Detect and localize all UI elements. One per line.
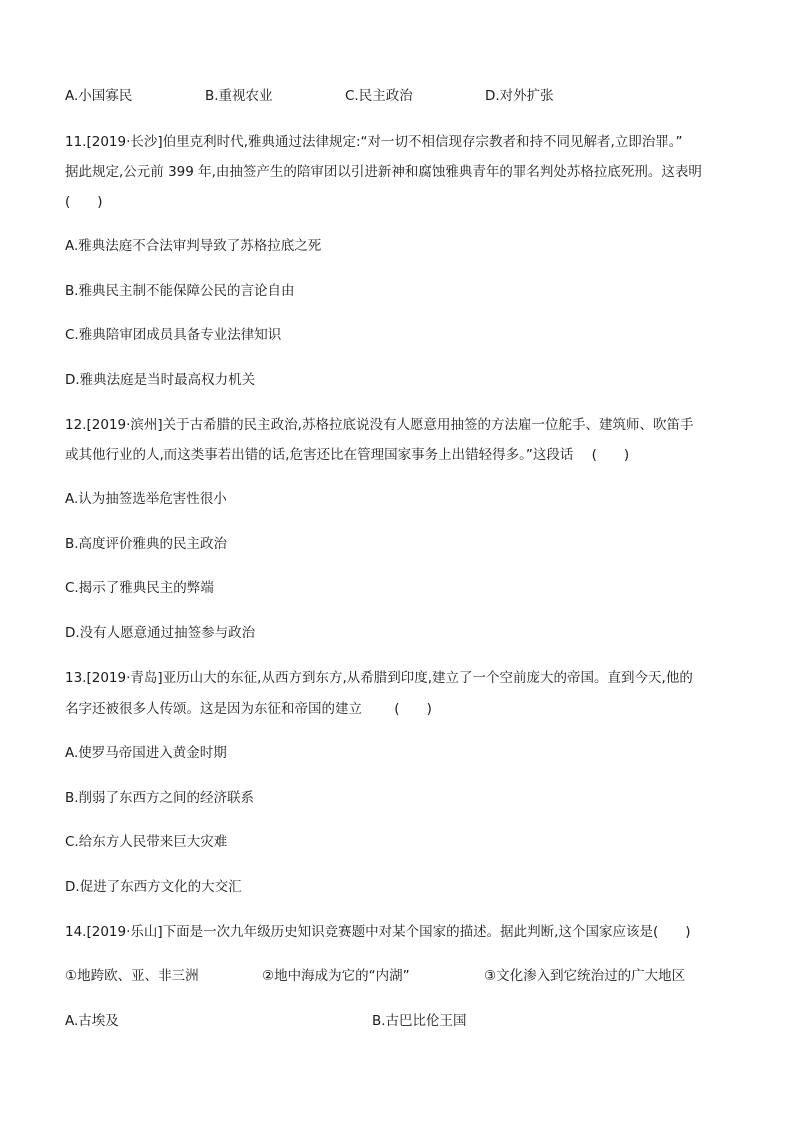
q13-stem-text: 名字还被很多人传颂。这是因为东征和帝国的建立 xyxy=(65,701,362,717)
q13-option-a: A.使罗马帝国进入黄金时期 xyxy=(65,745,227,761)
q10-option-b: B.重视农业 xyxy=(205,88,273,104)
q14-option-b: B.古巴比伦王国 xyxy=(372,1013,467,1029)
q14-clue-2: ②地中海成为它的“内湖” xyxy=(262,968,410,984)
q11-stem-line1: 11.[2019·长沙]伯里克利时代,雅典通过法律规定:“对一切不相信现存宗教者和持不同见解者,立即治罪。” xyxy=(65,134,683,150)
q13-stem-line1: 13.[2019·青岛]亚历山大的东征,从西方到东方,从希腊到印度,建立了一个空前庞大的帝国。直到今天,他的 xyxy=(65,670,693,686)
q13-option-c: C.给东方人民带来巨大灾难 xyxy=(65,834,228,850)
q12-stem-line1: 12.[2019·滨州]关于古希腊的民主政治,苏格拉底说没有人愿意用抽签的方法雇一位舵手、建筑师、吹笛手 xyxy=(65,417,694,433)
q12-stem-text: 或其他行业的人,而这类事若出错的话,危害还比在管理国家事务上出错轻得多。”这段话 xyxy=(65,447,574,463)
q12-option-c: C.揭示了雅典民主的弊端 xyxy=(65,580,214,596)
q13-option-d: D.促进了东西方文化的大交汇 xyxy=(65,879,242,895)
q11-stem-line2: 据此规定,公元前 399 年,由抽签产生的陪审团以引进新神和腐蚀雅典青年的罪名判处苏格拉底死刑。这表明 xyxy=(65,164,702,180)
q11-answer-paren: ( ) xyxy=(65,194,103,210)
q12-option-a: A.认为抽签选举危害性很小 xyxy=(65,491,227,507)
q11-option-c: C.雅典陪审团成员具备专业法律知识 xyxy=(65,327,282,343)
q10-option-c: C.民主政治 xyxy=(345,88,413,104)
q13-stem-line2 xyxy=(65,699,432,719)
q11-option-b: B.雅典民主制不能保障公民的言论自由 xyxy=(65,283,295,299)
q10-option-a: A.小国寡民 xyxy=(65,88,133,104)
q13-option-b: B.削弱了东西方之间的经济联系 xyxy=(65,790,255,806)
q12-option-b: B.高度评价雅典的民主政治 xyxy=(65,536,228,552)
q11-option-d: D.雅典法庭是当时最高权力机关 xyxy=(65,372,256,388)
q13-answer-paren: ( ) xyxy=(394,701,432,717)
q10-option-d: D.对外扩张 xyxy=(485,88,554,104)
q14-option-a: A.古埃及 xyxy=(65,1013,119,1029)
q11-option-a: A.雅典法庭不合法审判导致了苏格拉底之死 xyxy=(65,238,322,254)
q14-stem-line1: 14.[2019·乐山]下面是一次九年级历史知识竞赛题中对某个国家的描述。据此判断,这个国家应该是( ) xyxy=(65,924,691,940)
q14-clue-3: ③文化渗入到它统治过的广大地区 xyxy=(484,968,686,984)
q12-stem-line2 xyxy=(65,445,629,465)
q12-option-d: D.没有人愿意通过抽签参与政治 xyxy=(65,625,256,641)
q14-clue-1: ①地跨欧、亚、非三洲 xyxy=(65,968,199,984)
q12-answer-paren: ( ) xyxy=(591,447,630,463)
